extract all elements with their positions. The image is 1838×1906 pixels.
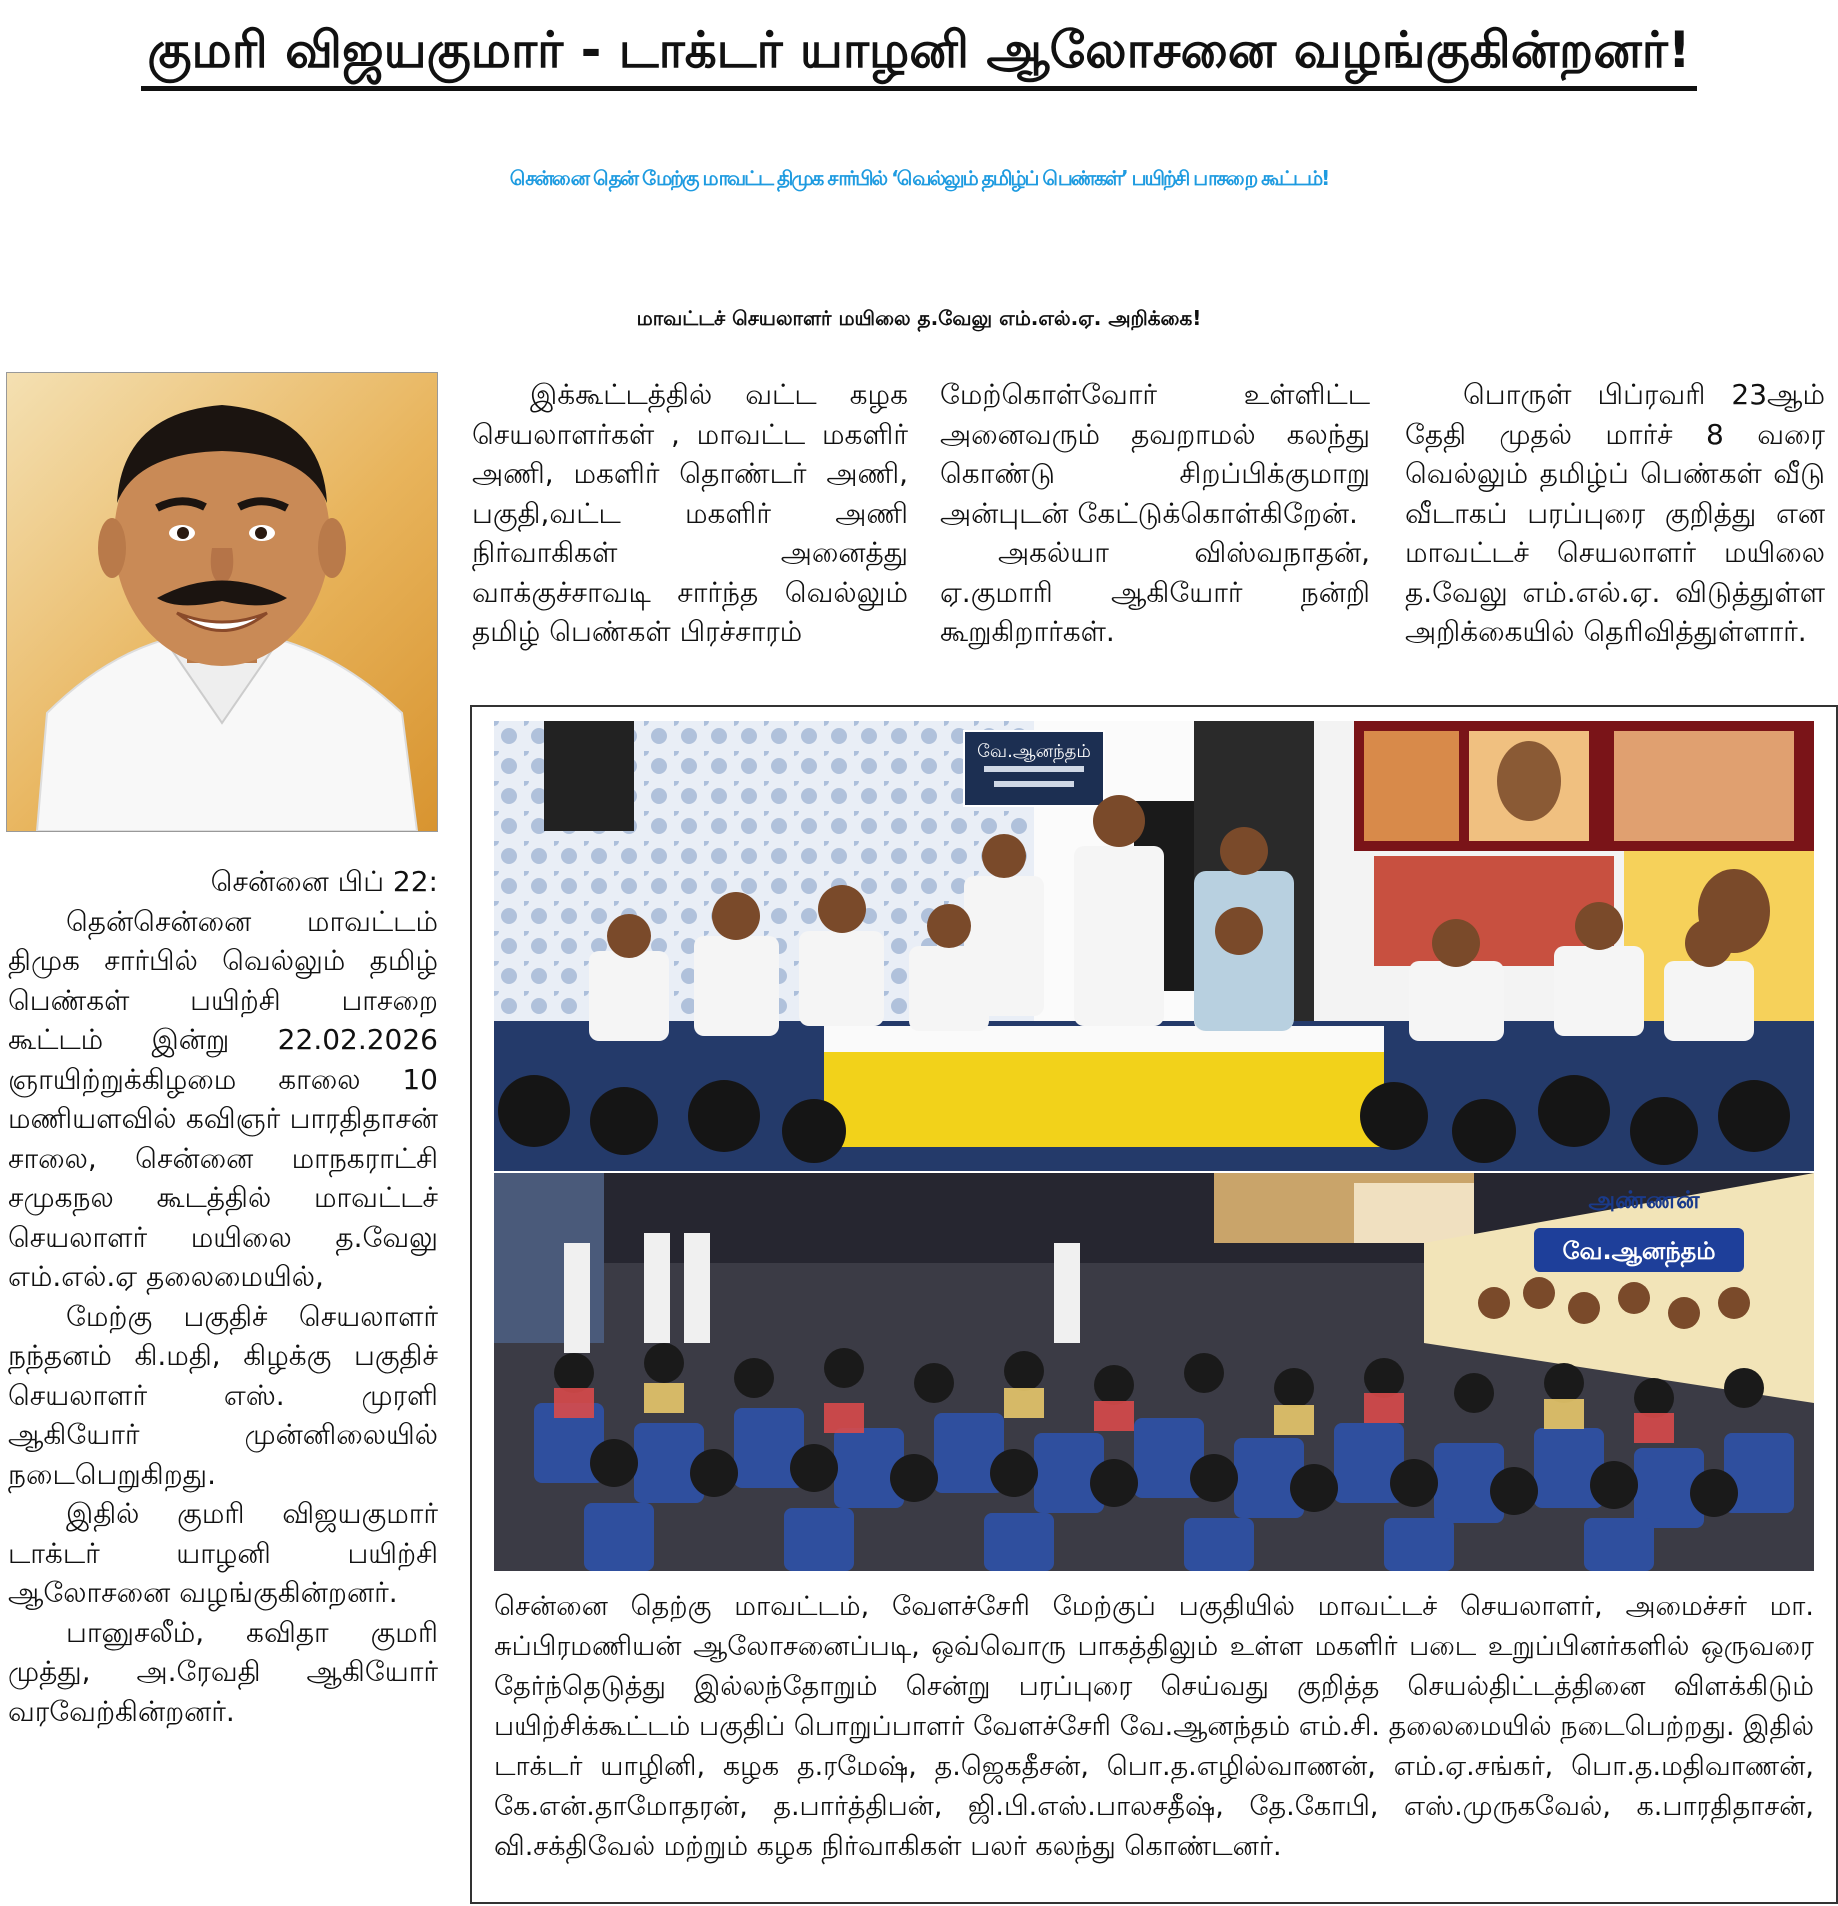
audience-photo-illustration <box>494 1173 1814 1571</box>
col1-paragraph-2: மேற்கு பகுதிச் செயலாளர் நந்தனம் கி.மதி, கிழக்கு பகுதிச் செயலாளர் எஸ். முரளி ஆகியோர் முன்னிலையில் நடைபெறுகிறது. <box>8 1299 438 1491</box>
col3-paragraph-1: மேற்கொள்வோர் உள்ளிட்ட அனைவரும் தவறாமல் கலந்து கொண்டு சிறப்பிக்குமாறு அன்புடன் கேட்டுக்கொள்கிறேன். <box>940 378 1370 530</box>
stage-sign-text: வே.ஆனந்தம் <box>977 741 1091 762</box>
article-column-2 <box>472 375 908 652</box>
banner-title-text: அண்ணன் <box>1588 1186 1700 1214</box>
portrait-photo <box>6 372 438 832</box>
main-headline: சென்னை தென் மேற்கு மாவட்ட திமுக சார்பில் ‘வெல்லும் தமிழ்ப் பெண்கள்’ பயிற்சி பாசறை கூட்டம்! <box>509 166 1329 190</box>
photo-caption: சென்னை தெற்கு மாவட்டம், வேளச்சேரி மேற்குப் பகுதியில் மாவட்டச் செயலாளர், அமைச்சர் மா. சுப்பிரமணியன் ஆலோசனைப்படி, ஒவ்வொரு பாகத்திலும் உள்ள மகளிர் படை உறுப்பினர்களில் ஒருவரை தேர்ந்தெடுத்து இல்லந்தோறும் சென்று பரப்புரை செய்வது குறித்த செயல்திட்டத்தினை விளக்கிடும் பயிற்சிக்கூட்டம் பகுதிப் பொறுப்பாளர் வேளச்சேரி வே.ஆனந்தம் எம்.சி. தலைமையில் நடைபெற்றது. இதில் டாக்டர் யாழினி, கழக த.ரமேஷ், த.ஜெகதீசன், பொ.த.எழில்வாணன், எம்.ஏ.சங்கர், பொ.த.மதிவாணன், கே.என்.தாமோதரன், த.பார்த்திபன், ஜி.பி.எஸ்.பாலசதீஷ், தே.கோபி, எஸ்.முருகவேல், க.பாரதிதாசன், வி.சக்திவேல் மற்றும் கழக நிர்வாகிகள் பலர் கலந்து கொண்டனர். <box>494 1591 1814 1862</box>
article-column-4 <box>1405 375 1825 652</box>
portrait-illustration <box>7 373 437 831</box>
article-column-1 <box>8 862 438 1731</box>
col4-paragraph-1: பொருள் பிப்ரவரி 23ஆம் தேதி முதல் மார்ச் 8 வரை வெல்லும் தமிழ்ப் பெண்கள் வீடு வீடாகப் பரப்புரை குறித்து என மாவட்டச் செயலாளர் மயிலை த.வேலு எம்.எல்.ஏ. விடுத்துள்ள அறிக்கையில் தெரிவித்துள்ளார். <box>1405 378 1825 648</box>
col1-paragraph-4: பானுசலீம், கவிதா குமரி முத்து, அ.ரேவதி ஆகியோர் வரவேற்கின்றனர். <box>8 1615 438 1728</box>
col1-paragraph-1: தென்சென்னை மாவட்டம் திமுக சார்பில் வெல்லும் தமிழ் பெண்கள் பயிற்சி பாசறை கூட்டம் இன்று 22.02.2026 ஞாயிற்றுக்கிழமை காலை 10 மணியளவில் கவிஞர் பாரதிதாசன் சாலை, சென்னை மாநகராட்சி சமுகநல கூடத்தில் மாவட்டச் செயலாளர் மயிலை த.வேலு எம்.எல்.ஏ தலைமையில், <box>8 904 438 1293</box>
banner-name-text: வே.ஆனந்தம் <box>1562 1237 1716 1265</box>
dateline: சென்னை பிப் 22: <box>210 865 438 898</box>
col1-paragraph-3: இதில் குமரி விஜயகுமார் டாக்டர் யாழனி பயிற்சி ஆலோசனை வழங்குகின்றனர். <box>8 1497 438 1609</box>
photo-caption-box <box>470 705 1838 1904</box>
col3-paragraph-2: அகல்யா விஸ்வநாதன், ஏ.குமாரி ஆகியோர் நன்றி கூறுகிறார்கள். <box>940 536 1370 648</box>
stage-photo-illustration <box>494 721 1814 1171</box>
audience-photo <box>494 1173 1814 1571</box>
kicker-headline <box>0 16 1838 91</box>
col2-paragraph-1: இக்கூட்டத்தில் வட்ட கழக செயலாளர்கள் , மாவட்ட மகளிர் அணி, மகளிர் தொண்டர் அணி, பகுதி,வட்ட மகளிர் அணி நிர்வாகிகள் அனைத்து வாக்குச்சாவடி சார்ந்த வெல்லும் தமிழ் பெண்கள் பிரச்சாரம் <box>472 378 908 648</box>
meeting-stage-photo <box>494 721 1814 1171</box>
article-column-3 <box>940 375 1370 652</box>
kicker-text: குமரி விஜயகுமார் - டாக்டர் யாழனி ஆலோசனை வழங்குகின்றனர்! <box>141 16 1696 91</box>
sub-headline: மாவட்டச் செயலாளர் மயிலை த.வேலு எம்.எல்.ஏ. அறிக்கை! <box>636 306 1202 330</box>
